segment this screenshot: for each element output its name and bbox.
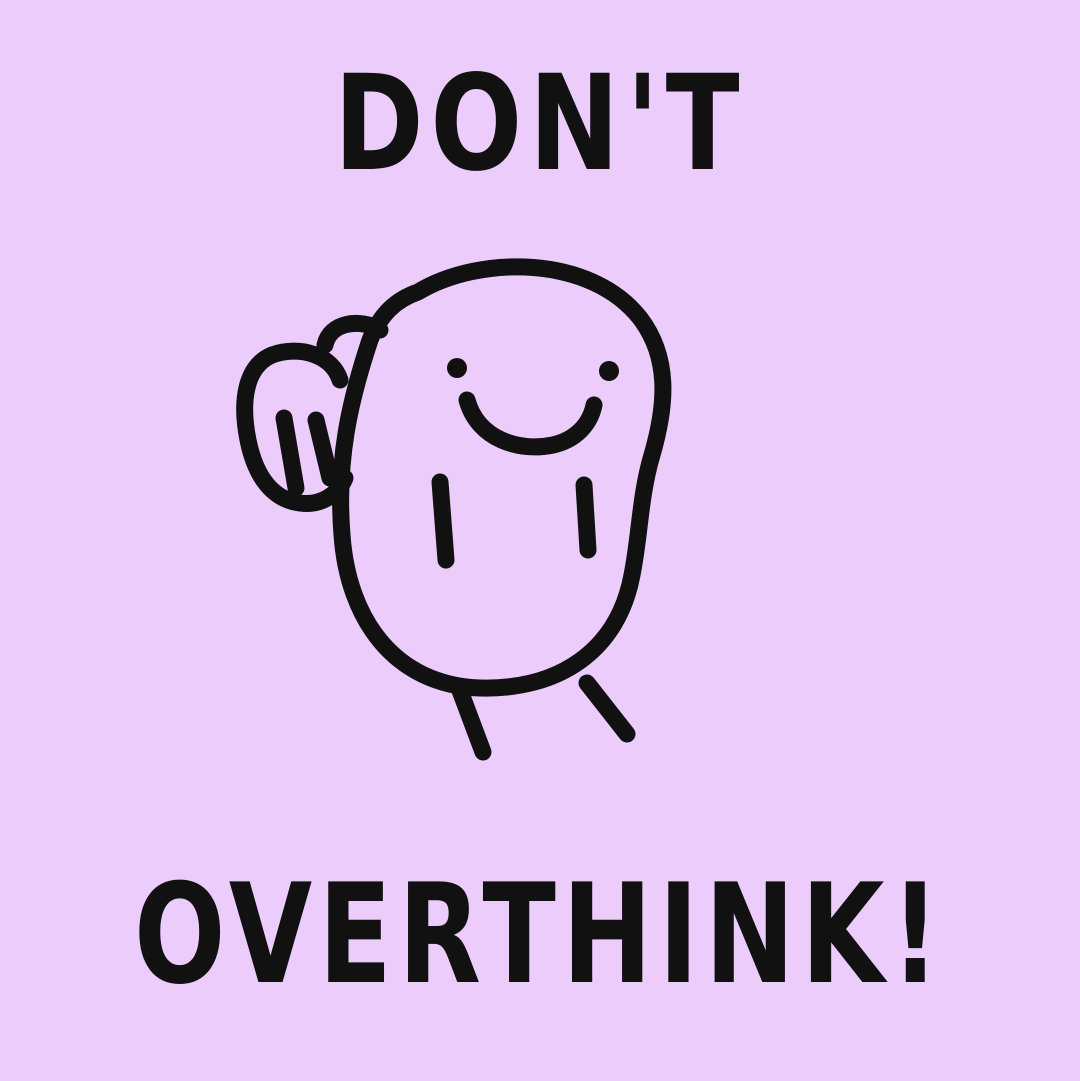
left-eye (447, 358, 467, 378)
right-cheek-line (584, 485, 588, 550)
right-leg (587, 683, 627, 734)
left-cheek-line (440, 482, 446, 560)
hand-finger-1 (284, 418, 296, 488)
bean-body-outline (341, 267, 663, 688)
smile-mouth (467, 400, 594, 447)
headline-bottom: OVERTHINK! (133, 854, 947, 1015)
left-leg (459, 688, 483, 752)
hand-finger-2 (316, 420, 330, 478)
right-eye (599, 361, 619, 381)
headline-top: DON'T (333, 47, 747, 201)
